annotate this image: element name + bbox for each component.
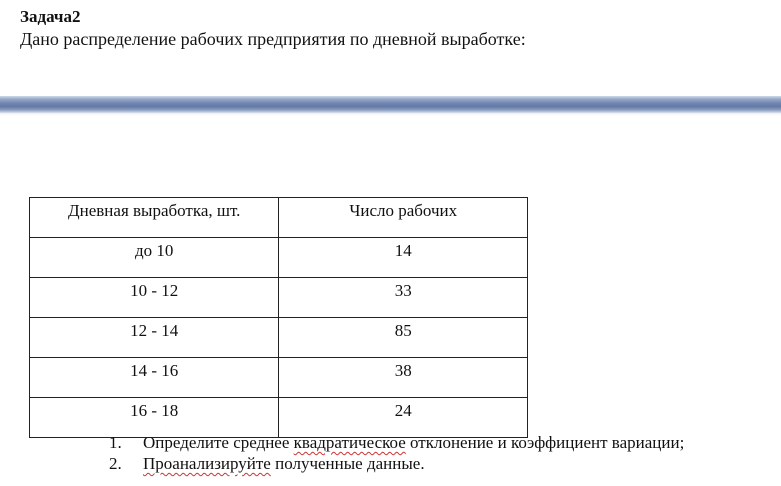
list-item-text [143, 432, 684, 453]
task-list [103, 432, 684, 474]
spellcheck-flagged-word: квадратическое [293, 433, 406, 452]
cell-worker-count: 14 [279, 238, 528, 278]
cell-worker-count: 33 [279, 278, 528, 318]
cell-output-range: 14 - 16 [30, 358, 279, 398]
header-worker-count: Число рабочих [279, 198, 528, 238]
list-item-number: 1. [109, 433, 122, 452]
task-description: Дано распределение рабочих предприятия по дневной выработке: [20, 29, 526, 49]
cell-output-range: 12 - 14 [30, 318, 279, 358]
cell-output-range: 16 - 18 [30, 398, 279, 438]
cell-output-range: 10 - 12 [30, 278, 279, 318]
decorative-band-shadow [0, 113, 781, 116]
list-item-number: 2. [109, 454, 122, 473]
table-row [30, 278, 528, 318]
distribution-table [29, 197, 528, 438]
table-row [30, 358, 528, 398]
list-item-text [143, 453, 425, 474]
list-item [103, 432, 684, 453]
decorative-band [0, 96, 781, 113]
header-daily-output: Дневная выработка, шт. [30, 198, 279, 238]
text-run: полученные данные. [270, 454, 425, 473]
text-run: Определите среднее [143, 433, 294, 452]
task-title: Задача2 [20, 7, 81, 26]
table-header-row [30, 198, 528, 238]
cell-worker-count: 24 [279, 398, 528, 438]
table-row [30, 238, 528, 278]
cell-output-range: до 10 [30, 238, 279, 278]
spellcheck-flagged-word: Проанализируйте [143, 454, 271, 473]
text-run: отклонение и коэффициент вариации; [405, 433, 685, 452]
table-row [30, 318, 528, 358]
cell-worker-count: 85 [279, 318, 528, 358]
list-item [103, 453, 684, 474]
cell-worker-count: 38 [279, 358, 528, 398]
